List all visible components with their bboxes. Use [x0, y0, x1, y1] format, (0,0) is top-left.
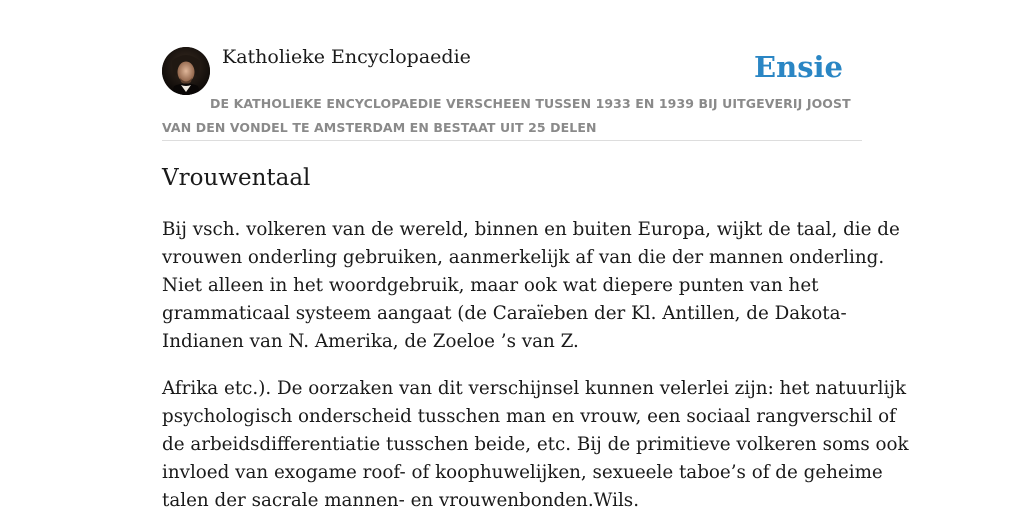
paragraph-line: de arbeidsdifferentiatie tusschen beide, etc. Bij de primitieve volkeren soms ook: [162, 434, 909, 455]
ensie-logo-link[interactable]: Ensie: [754, 50, 843, 84]
paragraph-line: vrouwen onderling gebruiken, aanmerkelijk af van die der mannen onderling.: [162, 247, 885, 268]
paragraph-line: Indianen van N. Amerika, de Zoeloe ’s van Z.: [162, 331, 579, 352]
avatar[interactable]: [162, 47, 210, 95]
article-paragraph: [162, 216, 900, 356]
site-title[interactable]: Katholieke Encyclopaedie: [222, 46, 471, 68]
article-paragraph: [162, 375, 909, 512]
portrait-icon: [162, 47, 210, 95]
paragraph-line: grammaticaal systeem aangaat (de Caraïeben der Kl. Antillen, de Dakota-: [162, 303, 847, 324]
paragraph-line: Niet alleen in het woordgebruik, maar ook wat diepere punten van het: [162, 275, 819, 296]
paragraph-line: psychologisch onderscheid tusschen man en vrouw, een sociaal rangverschil of: [162, 406, 896, 427]
paragraph-line: Afrika etc.). De oorzaken van dit verschijnsel kunnen velerlei zijn: het natuurlijk: [162, 378, 907, 399]
paragraph-line: talen der sacrale mannen- en vrouwenbonden.Wils.: [162, 490, 639, 511]
article: [162, 160, 909, 512]
site-header: [162, 44, 862, 141]
article-title: Vrouwentaal: [162, 165, 311, 191]
site-tagline: DE KATHOLIEKE ENCYCLOPAEDIE VERSCHEEN TUSSEN 1933 EN 1939 BIJ UITGEVERIJ JOOST VAN DEN VONDEL TE AMSTERDAM EN BESTAAT UIT 25 DELEN: [162, 96, 851, 135]
paragraph-line: Bij vsch. volkeren van de wereld, binnen en buiten Europa, wijkt de taal, die de: [162, 219, 900, 240]
paragraph-line: invloed van exogame roof- of koophuwelijken, sexueele taboe’s of de geheime: [162, 462, 883, 483]
